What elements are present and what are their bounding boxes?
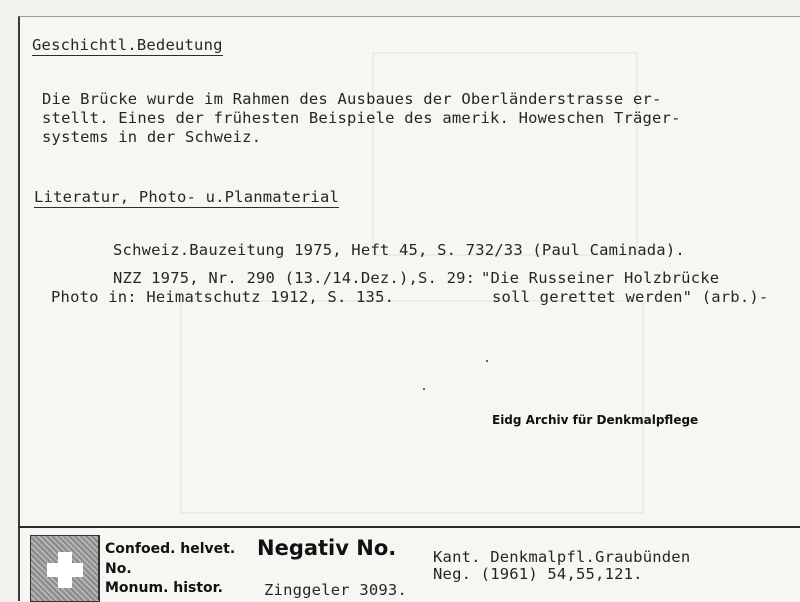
history-line-1: Die Brücke wurde im Rahmen des Ausbaues der Oberländerstrasse er-: [42, 90, 662, 108]
show-through-frame: [372, 52, 638, 256]
literature-heading: Literatur, Photo- u.Planmaterial: [34, 188, 340, 206]
confed-line-3: Monum. histor.: [105, 580, 223, 596]
history-line-3: systems in der Schweiz.: [42, 128, 262, 146]
confed-line-2: No.: [105, 561, 132, 577]
zinggeler-number: Zinggeler 3093.: [264, 581, 407, 599]
negativ-label: Negativ No.: [257, 536, 397, 560]
literature-ref-2-quote-cont: soll gerettet werden" (arb.)-: [492, 288, 769, 306]
kant-line-2: Neg. (1961) 54,55,121.: [433, 565, 643, 583]
archive-stamp: Eidg Archiv für Denkmalpflege: [492, 413, 699, 427]
history-heading: Geschichtl.Bedeutung: [32, 36, 223, 54]
confed-line-1: Confoed. helvet.: [105, 541, 236, 557]
speck: [486, 360, 488, 362]
photo-reference: Photo in: Heimatschutz 1912, S. 135.: [51, 288, 395, 306]
show-through-photo: [180, 300, 644, 514]
literature-ref-2: NZZ 1975, Nr. 290 (13./14.Dez.),S. 29:: [113, 269, 476, 287]
literature-ref-2-quote: "Die Russeiner Holzbrücke: [481, 269, 720, 287]
swiss-cross-icon: [45, 550, 85, 590]
literature-ref-1: Schweiz.Bauzeitung 1975, Heft 45, S. 732/33 (Paul Caminada).: [113, 241, 685, 259]
speck: [423, 388, 425, 390]
kant-line-1: Kant. Denkmalpfl.Graubünden: [433, 548, 691, 566]
history-line-2: stellt. Eines der frühesten Beispiele des amerik. Howeschen Träger-: [42, 109, 681, 127]
swiss-cross-logo: [30, 535, 100, 602]
footer-divider: [98, 535, 100, 600]
